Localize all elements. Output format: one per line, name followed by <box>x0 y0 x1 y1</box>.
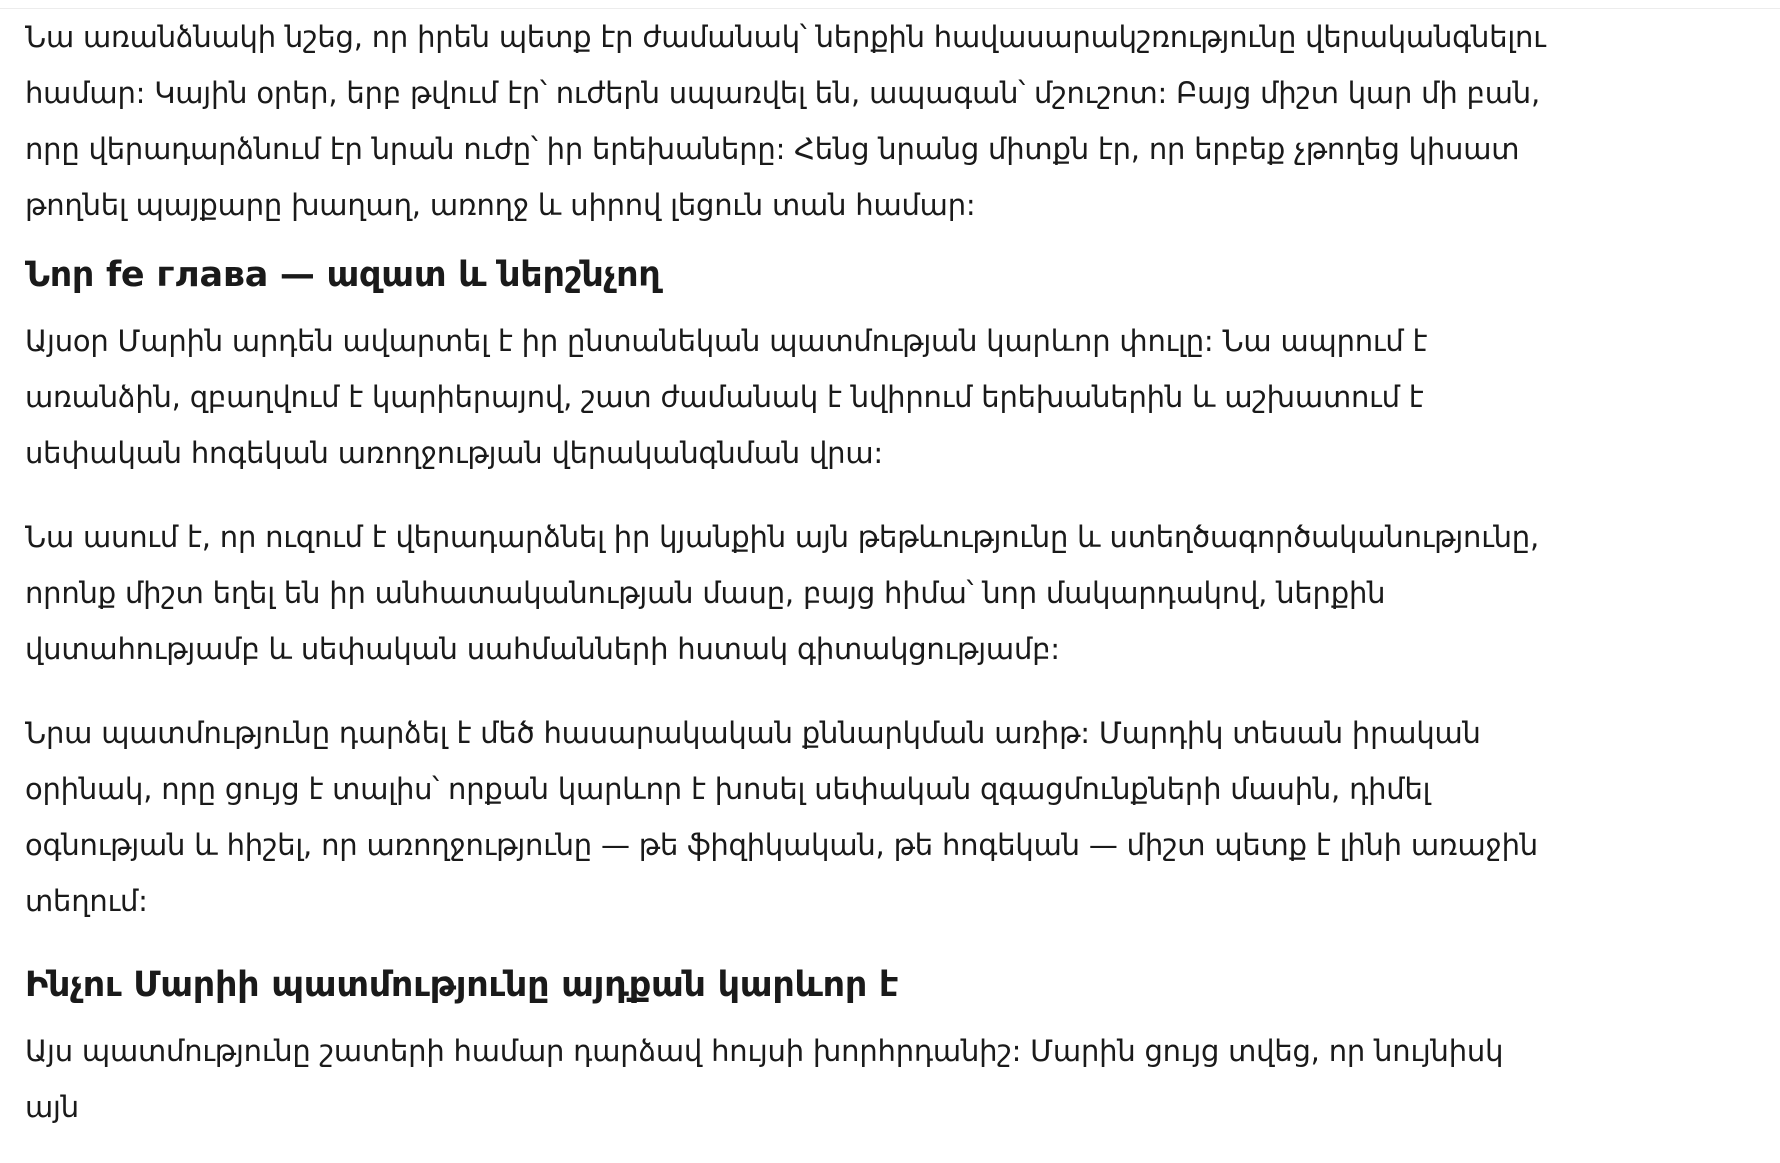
paragraph-inner-balance: Նա առանձնակի նշեց, որ իրեն պետք էր ժամանակ՝ ներքին հավասարակշռությունը վերականգնելու համար: Կային օրեր, երբ թվում էր՝ ուժերն սպառվել են, ապագան՝ մշուշոտ: Բայց միշտ կար մի բան, որը վերադարձնում էր նրան ուժը՝ իր երեխաները: Հենց նրանց միտքն էր, որ երբեք չթողեց կիսատ թողնել պայքարը խաղաղ, առողջ և սիրով լեցուն տան համար: <box>25 20 1546 222</box>
paragraph-today: Այսօր Մարին արդեն ավարտել է իր ընտանեկան պատմության կարևոր փուլը: Նա ապրում է առանձին, զբաղվում է կարիերայով, շատ ժամանակ է նվիրում երեխաներին և աշխատում է սեփական հոգեկան առողջության վերականգնման վրա: <box>25 324 1428 470</box>
paragraph-public-discussion: Նրա պատմությունը դարձել է մեծ հասարակական քննարկման առիթ: Մարդիկ տեսան իրական օրինակ, որը ցույց է տալիս՝ որքան կարևոր է խոսել սեփական զգացմունքների մասին, դիմել օգնության և հիշել, որ առողջությունը — թե ֆիզիկական, թե հոգեկան — միշտ պետք է լինի առաջին տեղում: <box>25 716 1538 918</box>
paragraph-lightness: Նա ասում է, որ ուզում է վերադարձնել իր կյանքին այն թեթևությունը և ստեղծագործականությունը, որոնք միշտ եղել են իր անհատականության մասը, բայց հիմա՝ նոր մակարդակով, ներքին վստահությամբ և սեփական սահմանների հստակ գիտակցությամբ: <box>25 520 1539 666</box>
heading-new-chapter: Նոր fe глава — ազատ և ներշնչող <box>25 255 661 295</box>
paragraph-symbol-of-hope: Այս պատմությունը շատերի համար դարձավ հույսի խորհրդանիշ: Մարին ցույց տվեց, որ նույնիսկ այն <box>25 1034 1504 1124</box>
heading-why-important: Ինչու Մարիի պատմությունը այդքան կարևոր է <box>25 965 899 1005</box>
article-body <box>25 9 1555 1163</box>
